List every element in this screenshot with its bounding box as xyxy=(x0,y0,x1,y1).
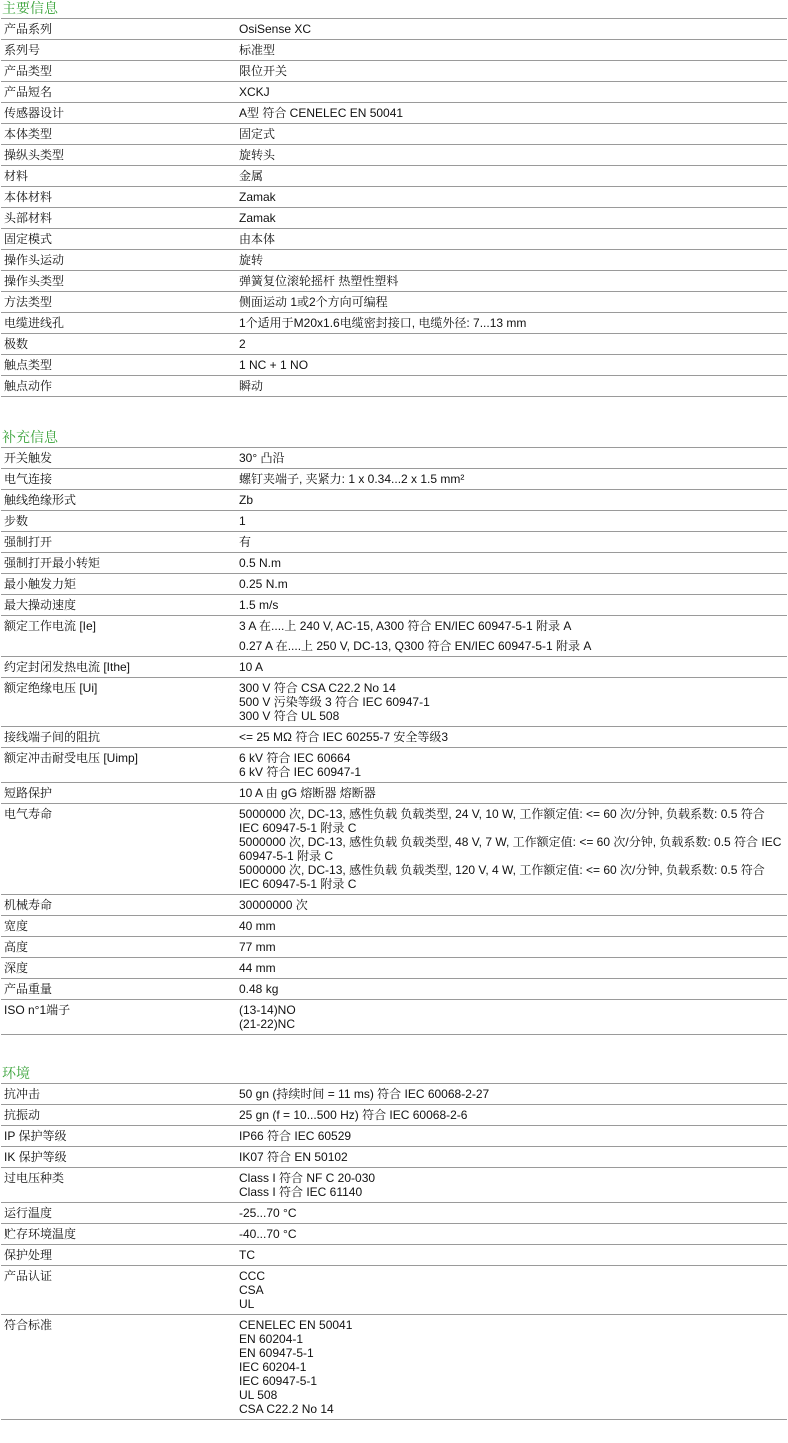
spec-label-empty xyxy=(1,636,237,657)
spec-value xyxy=(237,958,787,979)
spec-row xyxy=(1,313,787,334)
spec-value xyxy=(237,574,787,595)
spec-value-line: (21-22)NC xyxy=(239,1017,296,1031)
spec-row xyxy=(1,1000,787,1035)
spec-label: IP 保护等级 xyxy=(1,1126,237,1147)
spec-value xyxy=(237,595,787,616)
spec-table xyxy=(1,18,787,397)
spec-value-line: 40 mm xyxy=(239,919,276,933)
spec-value xyxy=(237,376,787,397)
spec-value-line: 6 kV 符合 IEC 60664 xyxy=(239,751,351,765)
spec-label: 电气寿命 xyxy=(1,804,237,895)
spec-value-line: 5000000 次, DC-13, 感性负载 负载类型, 24 V, 10 W, 工作额定值: <= 60 次/分钟, 负载系数: 0.5 符合 IEC 60947-5-1 附录 C xyxy=(239,807,765,835)
spec-row xyxy=(1,376,787,397)
spec-value xyxy=(237,1000,787,1035)
spec-value-line: 10 A 由 gG 熔断器 熔断器 xyxy=(239,786,376,800)
spec-label: IK 保护等级 xyxy=(1,1147,237,1168)
spec-value-line: 金属 xyxy=(239,169,264,183)
spec-row xyxy=(1,895,787,916)
spec-value xyxy=(237,292,787,313)
spec-label: 高度 xyxy=(1,937,237,958)
spec-value-line: 1 NC + 1 NO xyxy=(239,358,309,372)
spec-value xyxy=(237,250,787,271)
spec-value xyxy=(237,40,787,61)
spec-value xyxy=(237,1224,787,1245)
spec-row xyxy=(1,19,787,40)
spec-value xyxy=(237,895,787,916)
spec-value-line: UL xyxy=(239,1297,255,1311)
spec-row xyxy=(1,553,787,574)
spec-label: 抗振动 xyxy=(1,1105,237,1126)
spec-value xyxy=(237,636,787,657)
spec-value xyxy=(237,1147,787,1168)
spec-value-line: <= 25 MΩ 符合 IEC 60255-7 安全等级3 xyxy=(239,730,449,744)
spec-value-line: IK07 符合 EN 50102 xyxy=(239,1150,348,1164)
spec-row xyxy=(1,292,787,313)
spec-value-line: 77 mm xyxy=(239,940,276,954)
spec-label: 产品认证 xyxy=(1,1266,237,1315)
spec-label: ISO n°1端子 xyxy=(1,1000,237,1035)
spec-label: 电缆进线孔 xyxy=(1,313,237,334)
spec-value-line: 30° 凸沿 xyxy=(239,451,285,465)
spec-value-line: IEC 60947-5-1 xyxy=(239,1374,318,1388)
section-environment xyxy=(0,1065,788,1420)
spec-label: 短路保护 xyxy=(1,783,237,804)
spec-row xyxy=(1,616,787,637)
spec-row xyxy=(1,1168,787,1203)
spec-value-line: 44 mm xyxy=(239,961,276,975)
spec-row xyxy=(1,783,787,804)
section-title: 环境 xyxy=(2,1065,30,1081)
spec-value-line: 0.48 kg xyxy=(239,982,279,996)
spec-label: 抗冲击 xyxy=(1,1084,237,1105)
spec-label: 固定模式 xyxy=(1,229,237,250)
spec-value xyxy=(237,19,787,40)
spec-row xyxy=(1,595,787,616)
spec-value-line: 5000000 次, DC-13, 感性负载 负载类型, 48 V, 7 W, 工作额定值: <= 60 次/分钟, 负载系数: 0.5 符合 IEC 60947-5-1 附录 C xyxy=(239,835,782,863)
spec-row xyxy=(1,958,787,979)
spec-value-line: CSA C22.2 No 14 xyxy=(239,1402,334,1416)
spec-label: 产品重量 xyxy=(1,979,237,1000)
spec-value-line: 0.27 A 在....上 250 V, DC-13, Q300 符合 EN/IEC 60947-5-1 附录 A xyxy=(239,639,592,653)
spec-value xyxy=(237,469,787,490)
spec-label: 头部材料 xyxy=(1,208,237,229)
spec-label: 方法类型 xyxy=(1,292,237,313)
spec-value xyxy=(237,313,787,334)
spec-value xyxy=(237,1084,787,1105)
spec-value xyxy=(237,61,787,82)
spec-label: 触点类型 xyxy=(1,355,237,376)
spec-label: 额定工作电流 [Ie] xyxy=(1,616,237,637)
spec-label: 操纵头类型 xyxy=(1,145,237,166)
spec-label: 最小触发力矩 xyxy=(1,574,237,595)
spec-value-line: 10 A xyxy=(239,660,264,674)
spec-label: 产品系列 xyxy=(1,19,237,40)
spec-row xyxy=(1,1224,787,1245)
spec-value xyxy=(237,748,787,783)
spec-table xyxy=(1,447,787,1035)
spec-row xyxy=(1,916,787,937)
spec-value-line: -40...70 °C xyxy=(239,1227,297,1241)
spec-value-line: 由本体 xyxy=(239,232,276,246)
spec-value xyxy=(237,1126,787,1147)
spec-row xyxy=(1,229,787,250)
spec-value-line: OsiSense XC xyxy=(239,22,312,36)
spec-row xyxy=(1,208,787,229)
spec-value xyxy=(237,124,787,145)
spec-value-line: TC xyxy=(239,1248,255,1262)
spec-value xyxy=(237,804,787,895)
spec-value-line: (13-14)NO xyxy=(239,1003,296,1017)
spec-label: 宽度 xyxy=(1,916,237,937)
spec-label: 运行温度 xyxy=(1,1203,237,1224)
spec-label: 机械寿命 xyxy=(1,895,237,916)
spec-value-line: CENELEC EN 50041 xyxy=(239,1318,353,1332)
spec-label: 产品短名 xyxy=(1,82,237,103)
spec-label: 传感器设计 xyxy=(1,103,237,124)
spec-value-line: 1.5 m/s xyxy=(239,598,279,612)
spec-value xyxy=(237,553,787,574)
spec-value-line: 侧面运动 1或2个方向可编程 xyxy=(239,295,388,309)
spec-value xyxy=(237,532,787,553)
spec-value xyxy=(237,490,787,511)
spec-label: 最大操动速度 xyxy=(1,595,237,616)
spec-value-line: 500 V 污染等级 3 符合 IEC 60947-1 xyxy=(239,695,430,709)
spec-value-line: Class I 符合 NF C 20-030 xyxy=(239,1171,376,1185)
spec-value-line: 固定式 xyxy=(239,127,276,141)
spec-value xyxy=(237,334,787,355)
spec-value-line: EN 60204-1 xyxy=(239,1332,304,1346)
spec-row xyxy=(1,1105,787,1126)
spec-row xyxy=(1,678,787,727)
spec-row xyxy=(1,271,787,292)
spec-value xyxy=(237,1315,787,1420)
spec-value xyxy=(237,229,787,250)
spec-row xyxy=(1,657,787,678)
spec-label: 强制打开最小转矩 xyxy=(1,553,237,574)
spec-value-line: 1个适用于M20x1.6电缆密封接口, 电缆外径: 7...13 mm xyxy=(239,316,527,330)
spec-value-line: XCKJ xyxy=(239,85,270,99)
spec-row xyxy=(1,511,787,532)
spec-value xyxy=(237,678,787,727)
spec-value-line: 1 xyxy=(239,514,246,528)
spec-row xyxy=(1,103,787,124)
spec-row xyxy=(1,355,787,376)
spec-value-line: 300 V 符合 UL 508 xyxy=(239,709,340,723)
spec-row-continuation xyxy=(1,636,787,657)
spec-value xyxy=(237,616,787,637)
spec-value-line: -25...70 °C xyxy=(239,1206,297,1220)
spec-value-line: Zb xyxy=(239,493,254,507)
section-title: 主要信息 xyxy=(2,0,58,16)
spec-row xyxy=(1,1203,787,1224)
spec-row xyxy=(1,1147,787,1168)
spec-value xyxy=(237,1168,787,1203)
spec-row xyxy=(1,1266,787,1315)
spec-value-line: IP66 符合 IEC 60529 xyxy=(239,1129,352,1143)
spec-value xyxy=(237,937,787,958)
spec-row xyxy=(1,145,787,166)
section-main-info xyxy=(0,0,788,397)
spec-value-line: 0.25 N.m xyxy=(239,577,288,591)
spec-label: 触线绝缘形式 xyxy=(1,490,237,511)
spec-label: 深度 xyxy=(1,958,237,979)
spec-value-line: 50 gn (持续时间 = 11 ms) 符合 IEC 60068-2-27 xyxy=(239,1087,490,1101)
spec-row xyxy=(1,574,787,595)
spec-row xyxy=(1,334,787,355)
spec-label: 操作头运动 xyxy=(1,250,237,271)
spec-value-line: 3 A 在....上 240 V, AC-15, A300 符合 EN/IEC 60947-5-1 附录 A xyxy=(239,619,572,633)
spec-value-line: 有 xyxy=(239,535,252,549)
spec-row xyxy=(1,937,787,958)
spec-row xyxy=(1,727,787,748)
spec-label: 产品类型 xyxy=(1,61,237,82)
spec-value-line: Zamak xyxy=(239,211,276,225)
spec-value xyxy=(237,166,787,187)
spec-value-line: EN 60947-5-1 xyxy=(239,1346,314,1360)
spec-label: 触点动作 xyxy=(1,376,237,397)
spec-value-line: CSA xyxy=(239,1283,264,1297)
spec-row xyxy=(1,1315,787,1420)
spec-row xyxy=(1,804,787,895)
spec-value-line: 标准型 xyxy=(239,43,276,57)
spec-label: 步数 xyxy=(1,511,237,532)
spec-value xyxy=(237,727,787,748)
spec-label: 接线端子间的阻抗 xyxy=(1,727,237,748)
spec-value-line: 25 gn (f = 10...500 Hz) 符合 IEC 60068-2-6 xyxy=(239,1108,468,1122)
spec-value-line: 30000000 次 xyxy=(239,898,308,912)
spec-row xyxy=(1,469,787,490)
spec-value xyxy=(237,208,787,229)
spec-row xyxy=(1,82,787,103)
spec-value-line: A型 符合 CENELEC EN 50041 xyxy=(239,106,404,120)
spec-row xyxy=(1,1084,787,1105)
spec-label: 过电压种类 xyxy=(1,1168,237,1203)
spec-value xyxy=(237,145,787,166)
spec-label: 电气连接 xyxy=(1,469,237,490)
spec-table xyxy=(1,1083,787,1420)
spec-value-line: 5000000 次, DC-13, 感性负载 负载类型, 120 V, 4 W, 工作额定值: <= 60 次/分钟, 负载系数: 0.5 符合 IEC 60947-5-1 附录 C xyxy=(239,863,765,891)
spec-label: 材料 xyxy=(1,166,237,187)
spec-label: 额定冲击耐受电压 [Uimp] xyxy=(1,748,237,783)
spec-value xyxy=(237,1266,787,1315)
spec-row xyxy=(1,250,787,271)
spec-label: 操作头类型 xyxy=(1,271,237,292)
spec-value-line: IEC 60204-1 xyxy=(239,1360,307,1374)
spec-label: 强制打开 xyxy=(1,532,237,553)
spec-value-line: CCC xyxy=(239,1269,265,1283)
spec-value xyxy=(237,783,787,804)
spec-value xyxy=(237,187,787,208)
spec-value-line: 瞬动 xyxy=(239,379,264,393)
spec-value-line: UL 508 xyxy=(239,1388,278,1402)
spec-label: 本体类型 xyxy=(1,124,237,145)
spec-row xyxy=(1,490,787,511)
spec-label: 贮存环境温度 xyxy=(1,1224,237,1245)
spec-value xyxy=(237,1245,787,1266)
spec-value xyxy=(237,511,787,532)
spec-value xyxy=(237,1203,787,1224)
spec-row xyxy=(1,124,787,145)
spec-label: 开关触发 xyxy=(1,448,237,469)
spec-label: 约定封闭发热电流 [Ithe] xyxy=(1,657,237,678)
spec-row xyxy=(1,61,787,82)
spec-value-line: Class I 符合 IEC 61140 xyxy=(239,1185,363,1199)
spec-label: 符合标准 xyxy=(1,1315,237,1420)
spec-row xyxy=(1,40,787,61)
spec-row xyxy=(1,532,787,553)
spec-value xyxy=(237,979,787,1000)
spec-value-line: Zamak xyxy=(239,190,276,204)
spec-value-line: 旋转 xyxy=(239,253,264,267)
spec-value-line: 2 xyxy=(239,337,246,351)
spec-value-line: 0.5 N.m xyxy=(239,556,282,570)
spec-row xyxy=(1,166,787,187)
spec-value-line: 旋转头 xyxy=(239,148,276,162)
spec-value-line: 弹簧复位滚轮摇杆 热塑性塑料 xyxy=(239,274,399,288)
spec-label: 额定绝缘电压 [Ui] xyxy=(1,678,237,727)
spec-label: 极数 xyxy=(1,334,237,355)
spec-row xyxy=(1,1245,787,1266)
spec-row xyxy=(1,187,787,208)
spec-row xyxy=(1,979,787,1000)
section-title: 补充信息 xyxy=(2,429,58,445)
spec-value xyxy=(237,82,787,103)
section-additional-info xyxy=(0,429,788,1035)
spec-row xyxy=(1,448,787,469)
spec-value xyxy=(237,916,787,937)
spec-label: 保护处理 xyxy=(1,1245,237,1266)
spec-label: 本体材料 xyxy=(1,187,237,208)
spec-value-line: 6 kV 符合 IEC 60947-1 xyxy=(239,765,362,779)
spec-label: 系列号 xyxy=(1,40,237,61)
spec-value-line: 300 V 符合 CSA C22.2 No 14 xyxy=(239,681,396,695)
spec-value xyxy=(237,103,787,124)
spec-value-line: 限位开关 xyxy=(239,64,288,78)
spec-value xyxy=(237,657,787,678)
spec-value xyxy=(237,355,787,376)
spec-row xyxy=(1,748,787,783)
spec-value-line: 螺钉夹端子, 夹紧力: 1 x 0.34...2 x 1.5 mm² xyxy=(239,472,465,486)
spec-row xyxy=(1,1126,787,1147)
spec-value xyxy=(237,1105,787,1126)
spec-value xyxy=(237,448,787,469)
spec-value xyxy=(237,271,787,292)
